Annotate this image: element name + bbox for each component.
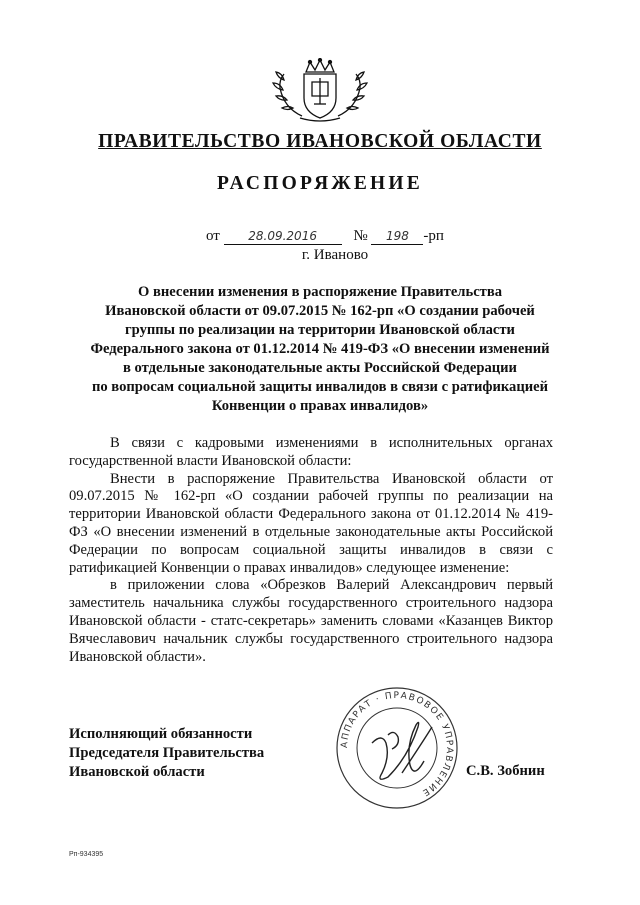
official-stamp	[332, 683, 462, 813]
handwritten-signature	[372, 722, 432, 779]
date-prefix: от	[206, 228, 220, 244]
body-paragraph: в приложении слова «Обрезков Валерий Александрович первый заместитель начальника службы государственного строительного надзора Ивановской области - статс-секретарь» заменить словами «Казанцев Виктор Вячеславович начальник службы государственного строительного надзора Ивановской области».	[69, 577, 553, 665]
body-paragraph: В связи с кадровыми изменениями в исполнительных органах государственной власти Ивановской области:	[69, 435, 553, 469]
number-sign: №	[353, 228, 368, 244]
document-body	[69, 435, 553, 666]
subject-line: Ивановской области от 09.07.2015 № 162-рп «О создании рабочей	[105, 303, 535, 319]
handwritten-date: 28.09.2016	[224, 229, 342, 245]
stamp-text: АППАРАТ · ПРАВОВОЕ УПРАВЛЕНИЕ	[339, 690, 455, 798]
number-suffix: -рп	[423, 228, 444, 244]
position-line: Исполняющий обязанности	[69, 726, 253, 742]
organization-title: ПРАВИТЕЛЬСТВО ИВАНОВСКОЙ ОБЛАСТИ	[98, 131, 542, 152]
position-line: Ивановской области	[69, 764, 205, 780]
handwritten-number: 198	[371, 229, 423, 245]
signatory-position	[69, 725, 264, 782]
position-line: Председателя Правительства	[69, 745, 265, 761]
subject-line: по вопросам социальной защиты инвалидов в связи с ратификацией	[91, 379, 549, 395]
subject-line: в отдельные законодательные акты Российской Федерации	[123, 360, 517, 376]
body-paragraph: Внести в распоряжение Правительства Ивановской области от 09.07.2015 № 162-рп «О создании рабочей группы по реализации на территории Ивановской области Федерального закона от 01.12.2014 № 419-ФЗ «О внесении изменений в отдельные законодательные акты Российской Федерации по вопросам социальной защиты инвалидов в связи с ратификацией Конвенции о правах инвалидов» следующее изменение:	[69, 470, 553, 576]
subject-line: группы по реализации на территории Ивановской области	[125, 322, 515, 338]
document-type: РАСПОРЯЖЕНИЕ	[217, 173, 423, 194]
document-code: Рп-934395	[69, 851, 104, 858]
registration-line	[206, 228, 444, 245]
signatory-name: С.В. Зобнин	[466, 763, 545, 779]
subject-line: Конвенции о правах инвалидов»	[211, 398, 429, 414]
subject-heading	[80, 283, 560, 416]
subject-line: Федерального закона от 01.12.2014 № 419-ФЗ «О внесении изменений	[90, 341, 550, 357]
subject-line: О внесении изменения в распоряжение Правительства	[137, 284, 503, 300]
city: г. Иваново	[301, 247, 369, 263]
coat-of-arms-icon	[270, 58, 370, 124]
